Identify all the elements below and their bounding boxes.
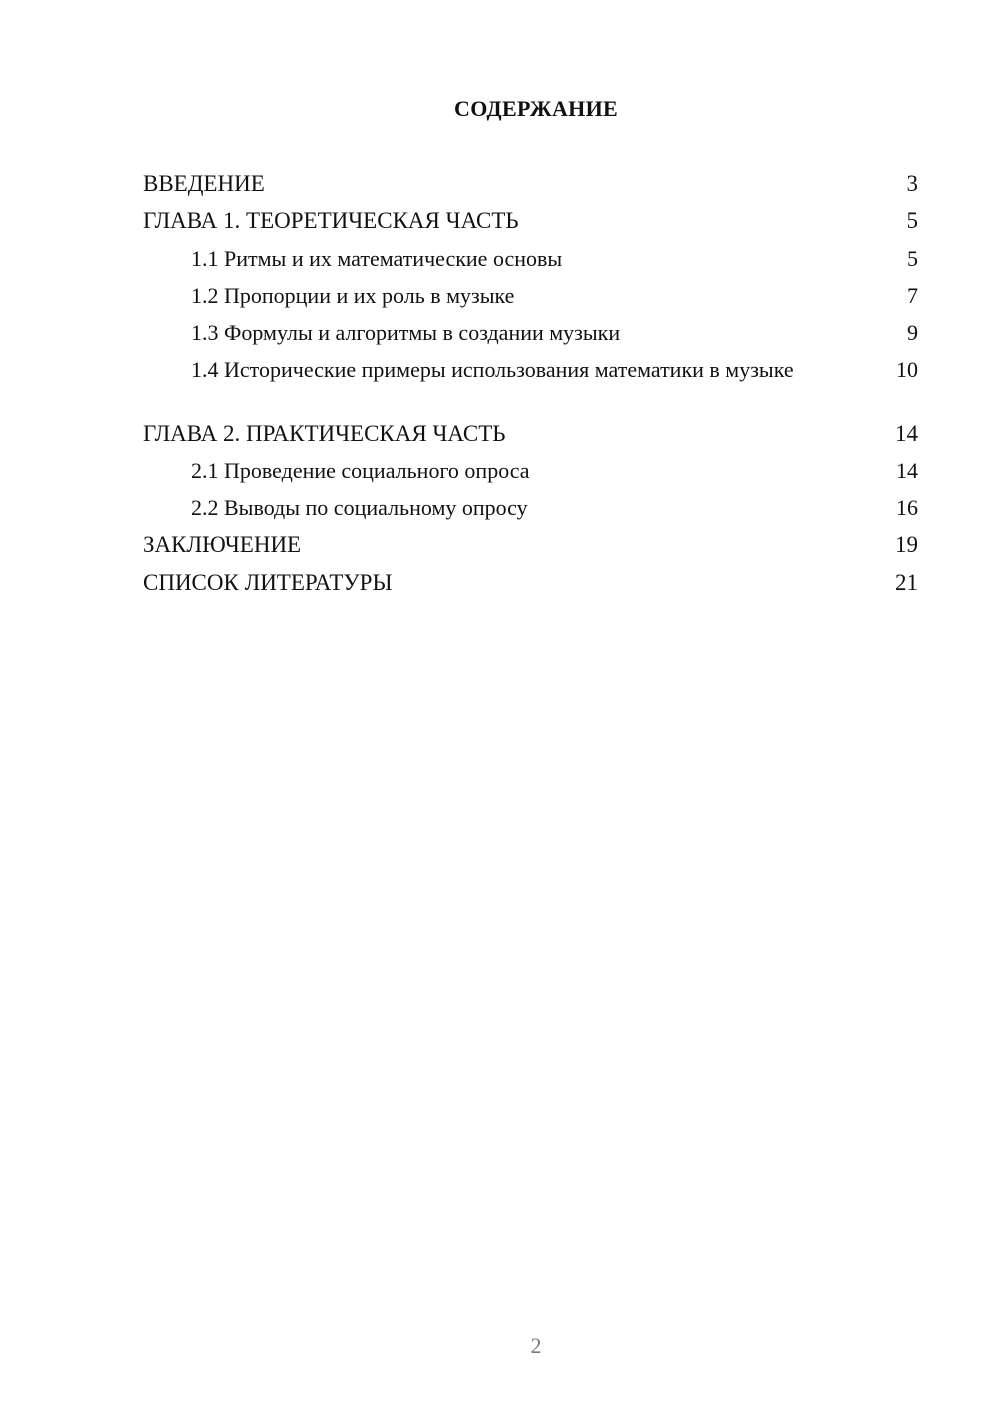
toc-entry-page: 14	[896, 458, 918, 483]
toc-entry-label: 1.4 Исторические примеры использования математики в музыке	[191, 357, 794, 382]
toc-entry-label: ВВЕДЕНИЕ	[143, 171, 265, 196]
toc-entry-conclusion[interactable]	[143, 531, 918, 559]
toc-entry-chapter-2[interactable]	[143, 420, 918, 448]
toc-entry-section-1-4[interactable]	[191, 356, 918, 384]
toc-entry-page: 5	[907, 246, 918, 271]
toc-entry-label: ЗАКЛЮЧЕНИЕ	[143, 532, 302, 557]
toc-entry-page: 10	[896, 357, 918, 382]
toc-entry-page: 5	[906, 208, 918, 233]
toc-entry-label: 1.3 Формулы и алгоритмы в создании музыки	[191, 320, 621, 345]
page-number: 2	[530, 1333, 542, 1358]
toc-entry-label: 2.2 Выводы по социальному опросу	[191, 495, 528, 520]
toc-entry-bibliography[interactable]	[143, 569, 918, 597]
toc-entry-label: СПИСОК ЛИТЕРАТУРЫ	[143, 570, 393, 595]
toc-entry-label: ГЛАВА 2. ПРАКТИЧЕСКАЯ ЧАСТЬ	[143, 421, 506, 446]
toc-entry-label: 1.2 Пропорции и их роль в музыке	[191, 283, 515, 308]
toc-entry-label: 2.1 Проведение социального опроса	[191, 458, 530, 483]
toc-entry-section-1-3[interactable]	[191, 319, 918, 347]
toc-entry-page: 19	[895, 532, 918, 557]
toc-entry-page: 7	[907, 283, 918, 308]
toc-entry-section-2-1[interactable]	[191, 457, 918, 485]
page-title: СОДЕРЖАНИЕ	[454, 96, 618, 121]
toc-entry-page: 16	[896, 495, 918, 520]
toc-entry-section-1-2[interactable]	[191, 282, 918, 310]
toc-entry-page: 14	[895, 421, 918, 446]
toc-entry-page: 3	[906, 171, 918, 196]
toc-entry-introduction[interactable]	[143, 170, 918, 198]
toc-entry-label: 1.1 Ритмы и их математические основы	[191, 246, 563, 271]
toc-entry-page: 9	[907, 320, 918, 345]
toc-entry-section-2-2[interactable]	[191, 494, 918, 522]
toc-entry-section-1-1[interactable]	[191, 245, 918, 273]
toc-entry-page: 21	[895, 570, 918, 595]
toc-entry-chapter-1[interactable]	[143, 207, 918, 235]
toc-entry-label: ГЛАВА 1. ТЕОРЕТИЧЕСКАЯ ЧАСТЬ	[143, 208, 519, 233]
